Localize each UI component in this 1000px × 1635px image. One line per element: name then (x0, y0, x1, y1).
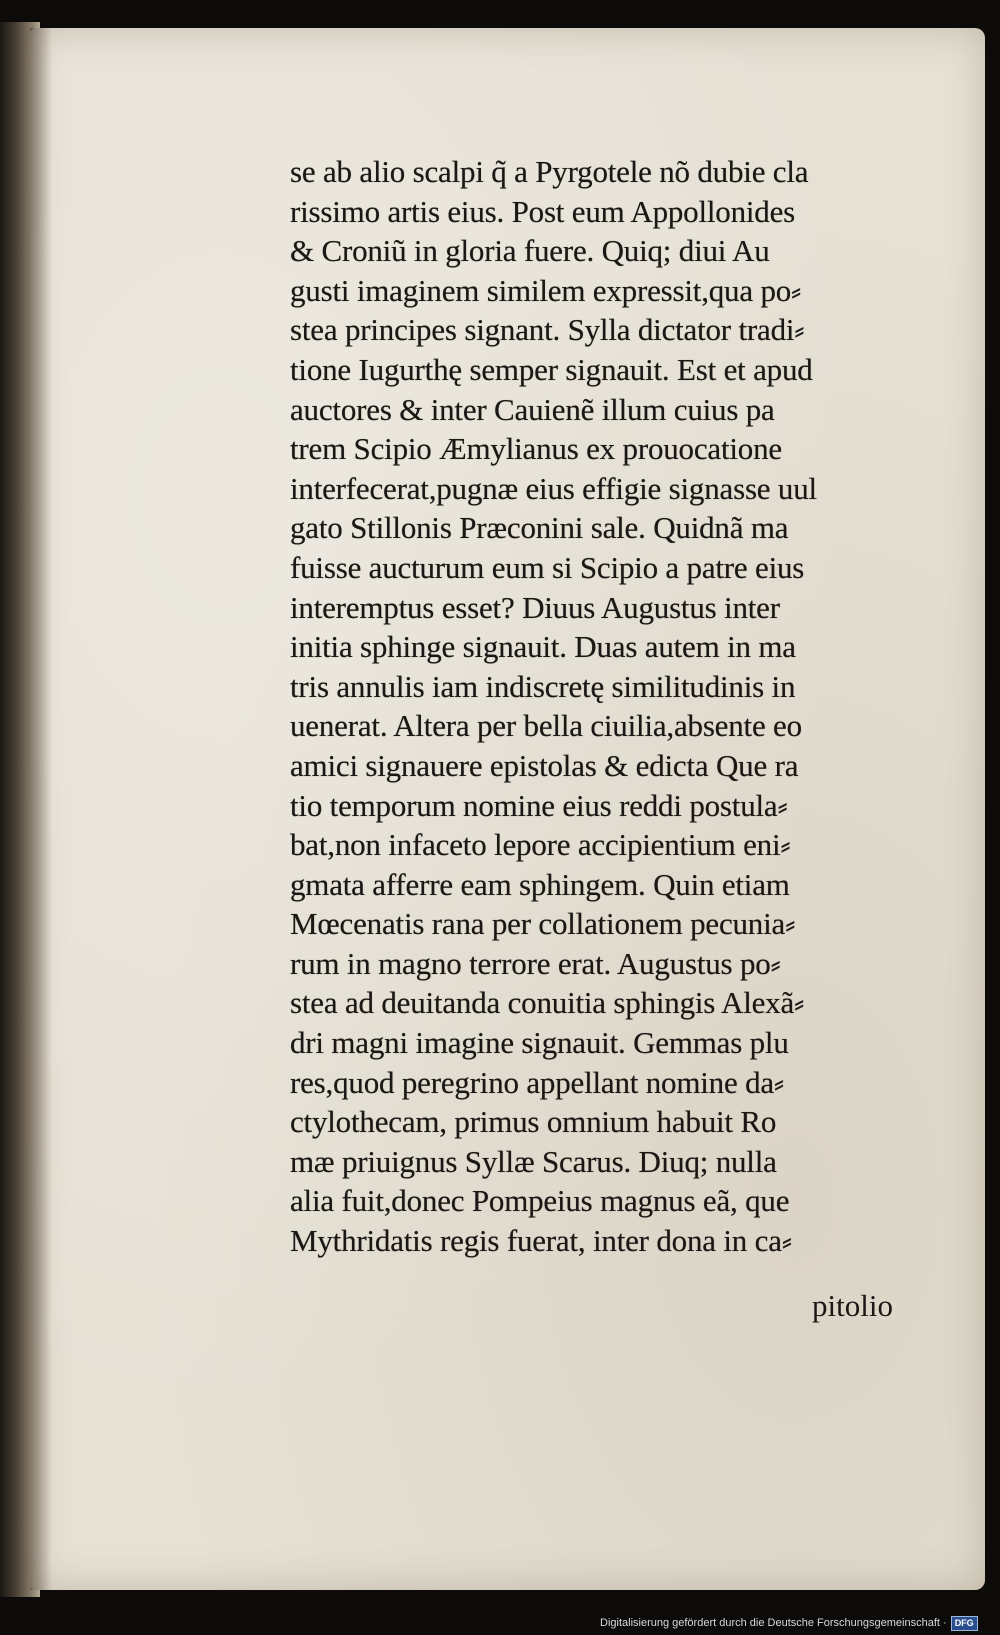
text-line: mæ priuignus Syllæ Scarus. Diuq; nulla (290, 1143, 777, 1179)
text-line: & Croniũ in gloria fuere. Quiq; diui Au (290, 233, 770, 269)
text-line: tris annulis iam indiscretę similitudinis in (290, 668, 796, 704)
text-line: Mœcenatis rana per collationem pecunia⸗ (290, 906, 796, 942)
text-line: rissimo artis eius. Post eum Appollonides (290, 193, 796, 229)
text-line: interfecerat,pugnæ eius effigie signasse uul (290, 470, 817, 506)
text-line: se ab alio scalpi q̃ a Pyrgotele nõ dubie cla (290, 154, 809, 189)
text-line: tione Iugurthę semper signauit. Est et apud (290, 351, 813, 387)
text-line: tio temporum nomine eius reddi postula⸗ (290, 787, 788, 823)
text-line: initia sphinge signauit. Duas autem in ma (290, 629, 796, 665)
text-line: trem Scipio Æmylianus ex prouocatione (290, 431, 782, 467)
text-line: stea principes signant. Sylla dictator tradi⸗ (290, 312, 805, 348)
dfg-logo: DFG (951, 1616, 978, 1631)
text-line: bat,non infaceto lepore accipientium eni⸗ (290, 827, 791, 863)
text-line: gato Stillonis Præconini sale. Quidnã ma (290, 510, 789, 546)
text-line: ctylothecam, primus omnium habuit Ro (290, 1104, 777, 1140)
text-line: uenerat. Altera per bella ciuilia,absente eo (290, 708, 802, 744)
digitization-footer (600, 1614, 978, 1632)
catchword: pitolio (812, 1288, 893, 1323)
text-line: interemptus esset? Diuus Augustus inter (290, 589, 780, 625)
text-line: Mythridatis regis fuerat, inter dona in ca⸗ (290, 1223, 792, 1259)
text-line: rum in magno terrore erat. Augustus po⸗ (290, 945, 781, 981)
text-line: stea ad deuitanda conuitia sphingis Alexã⸗ (290, 985, 805, 1021)
text-line: gmata afferre eam sphingem. Quin etiam (290, 866, 790, 902)
text-line: dri magni imagine signauit. Gemmas plu (290, 1025, 789, 1061)
text-line: res,quod peregrino appellant nomine da⸗ (290, 1064, 785, 1100)
page-gutter-shadow (30, 28, 52, 1590)
text-line: alia fuit,donec Pompeius magnus eã, que (290, 1183, 790, 1219)
text-line: gusti imaginem similem expressit,qua po⸗ (290, 272, 802, 308)
text-line: fuisse aucturum eum si Scipio a patre eius (290, 549, 805, 585)
text-line: amici signauere epistolas & edicta Que ra (290, 747, 799, 783)
text-line: auctores & inter Cauienẽ illum cuius pa (290, 391, 775, 427)
body-text (290, 152, 930, 1261)
footer-credit: Digitalisierung gefördert durch die Deutsche Forschungsgemeinschaft · (600, 1617, 947, 1629)
